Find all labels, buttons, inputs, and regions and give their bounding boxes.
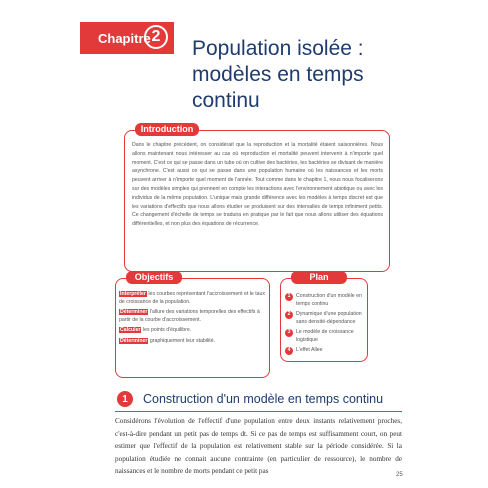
plan-list [285, 293, 365, 358]
objectif-text: les points d'équilibre. [142, 327, 192, 333]
objectif-text: graphiquement leur stabilité. [149, 337, 216, 344]
introduction-label: Introduction [135, 123, 199, 136]
page-number: 25 [396, 472, 403, 478]
plan-item [285, 347, 365, 355]
objectif-verb: Déterminer [120, 337, 148, 344]
objectif-item [119, 291, 266, 306]
section-number: 1 [117, 391, 133, 407]
plan-item-text: L'effet Allee [296, 347, 323, 353]
section-divider [115, 411, 402, 412]
plan-item [285, 329, 365, 344]
objectif-verb: Interpréter [120, 291, 146, 297]
chapter-badge [80, 22, 174, 54]
objectifs-label: Objectifs [126, 271, 182, 284]
chapter-number: 2 [144, 25, 168, 49]
plan-item-text: Construction d'un modèle en temps continu [296, 293, 362, 307]
chapter-title-line2: modèles en temps [192, 63, 364, 86]
introduction-box [124, 124, 390, 272]
objectif-verb: Calculer [120, 327, 141, 333]
objectifs-box [115, 272, 270, 378]
chapter-title [192, 36, 452, 114]
section-body-text: Considérons l'évolution de l'effectif d'une population entre deux instants relativement proches, c'est-à-dire pendant un petit pas de temps dt. Si ce pas de temps est suffisamment court, on peut estimer que l'effectif de la population est relativement stable sur la période considérée. Si la population étudiée ne connait aucune contrainte (en particulier de ressource), le nombre de naissances et le nombre de morts pendant ce petit pas [115, 417, 402, 476]
objectif-item [119, 309, 266, 324]
plan-item [285, 311, 365, 326]
plan-item-text: Le modèle de croissance logistique [296, 329, 354, 343]
plan-label: Plan [291, 271, 347, 284]
objectif-item [119, 338, 266, 346]
chapter-title-line1: Population isolée : [192, 37, 364, 60]
plan-item-text: Dynamique d'une population sans densité-dépendance [296, 311, 362, 325]
plan-item-number: 1 [285, 293, 293, 301]
introduction-text: Dans le chapitre précédent, on considérait que la reproduction et la mortalité étaient saisonnières. Nous allons maintenant nous intéresser au cas où reproduction et mortalité peuvent intervenir à n'importe quel moment. C'est ce qui se passe dans un tube où on cultive des bactéries, les bactéries se divisant de manière asynchrone. C'est aussi ce qui se passe dans une population humaine où les naissances et les morts peuvent arriver à n'importe quel moment de l'année. Tout comme dans le chapitre 1, nous nous focaliserons sur des modèles simples qui prennent en compte les interactions avec l'environnement abiotique ou avec les individus de la même population. L'unique mais grande différence avec les modèles à temps discret est que les variations d'effectifs que nous allons étudier se produisent sur des intervalles de temps infiniment petits. Ce changement d'échelle de temps se traduira en pratique par le fait que nous allons utiliser des équations différentielles, et non plus des équations de récurrence. [132, 142, 383, 228]
plan-item [285, 293, 365, 308]
objectif-verb: Déterminer [120, 309, 148, 315]
plan-item-number: 2 [285, 311, 293, 319]
plan-item-number: 4 [285, 347, 293, 355]
section-title: Construction d'un modèle en temps continu [143, 392, 384, 406]
chapter-word: Chapitre [98, 30, 151, 46]
objectif-text: l'allure des variations temporelles des effectifs à partir de la courbe d'accroissement. [119, 309, 260, 323]
plan-box [280, 272, 368, 362]
plan-item-number: 3 [285, 329, 293, 337]
objectifs-list [119, 291, 266, 348]
objectif-item [119, 327, 266, 335]
objectif-text: les courbes représentant l'accroissement et le taux de croissance de la population. [119, 291, 266, 305]
chapter-title-line3: continu [192, 89, 260, 112]
